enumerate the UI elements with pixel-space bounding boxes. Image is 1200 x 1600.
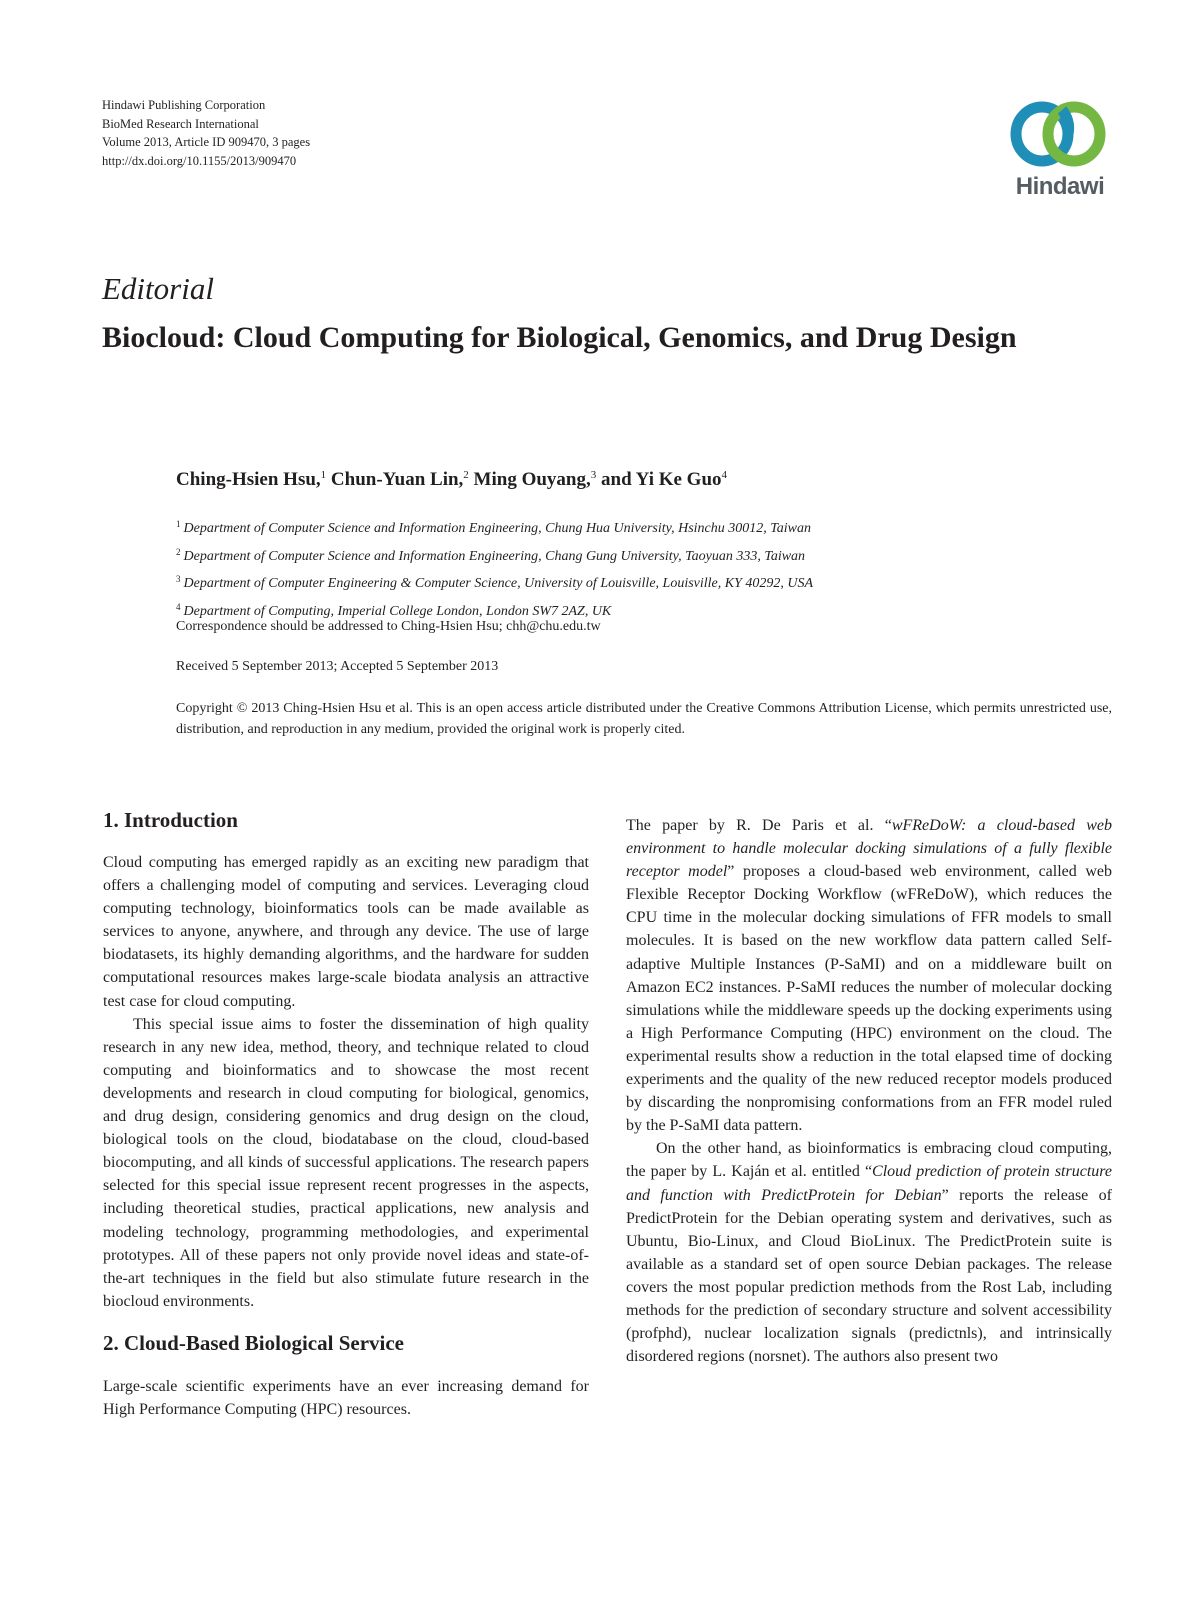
author-affiliation-number: 2 xyxy=(463,469,469,481)
affiliation-item xyxy=(176,568,813,596)
correspondence-note: Correspondence should be addressed to Ching-Hsien Hsu; chh@chu.edu.tw xyxy=(176,619,601,634)
section-heading-cloud-based-service: 2. Cloud-Based Biological Service xyxy=(103,1330,404,1355)
doi-link[interactable]: http://dx.doi.org/10.1155/2013/909470 xyxy=(102,153,297,168)
affiliation-item xyxy=(176,541,813,569)
author-affiliation-number: 3 xyxy=(590,469,597,481)
section-heading-introduction: 1. Introduction xyxy=(103,808,238,832)
publisher-line: Hindawi Publishing Corporation xyxy=(102,98,266,112)
affiliation-number: 4 xyxy=(176,601,181,612)
affiliation-number: 3 xyxy=(176,574,181,584)
section2-paragraph-1: Large-scale scientific experiments have an ever increasing demand for High Performance Computing (HPC) resources. xyxy=(103,1377,589,1418)
copyright-notice: Copyright © 2013 Ching-Hsien Hsu et al. This is an open access article distributed under the Creative Commons Attribution License, which permits unrestricted use, distribution, and reproduction in any medium, provided the original work is properly cited. xyxy=(176,701,1112,737)
paragraph-text: ” proposes a cloud-based web environment, called web Flexible Receptor Docking Workflow (wFReDoW), which reduces the CPU time in the molecular docking simulations of FFR models to small molecules. It is based on the new workflow data pattern called Self-adaptive Multiple Instances (P-SaMI) and on a middleware built on Amazon EC2 instances. P-SaMI reduces the number of molecular docking simulations while the middleware speeds up the docking experiments using a High Performance Computing (HPC) environment on the cloud. The experimental results show a reduction in the total elapsed time of docking experiments and the quality of the new reduced receptor models produced by discarding the nonpromising conformations from an FFR model ruled by the P-SaMI data pattern. xyxy=(626,863,1112,1135)
hindawi-logo-text: Hindawi xyxy=(1015,173,1105,200)
affiliation-text: Department of Computer Science and Information Engineering, Chang Gung University, Taoyuan 333, Taiwan xyxy=(183,548,806,564)
author-name: Ching-Hsien Hsu, xyxy=(176,469,321,490)
volume-line: Volume 2013, Article ID 909470, 3 pages xyxy=(102,135,311,149)
author-list xyxy=(176,469,727,491)
affiliation-list xyxy=(176,513,813,623)
cited-paper-title: wFReDoW: a cloud-based web environment to handle molecular docking simulations of a fully flexible receptor model xyxy=(626,817,1113,881)
article-title: Biocloud: Cloud Computing for Biological, Genomics, and Drug Design xyxy=(102,321,1017,354)
received-dates: Received 5 September 2013; Accepted 5 September 2013 xyxy=(176,659,499,674)
paragraph-text: The paper by R. De Paris et al. “ xyxy=(626,817,892,834)
journal-line: BioMed Research International xyxy=(102,116,259,131)
affiliation-text: Department of Computer Science and Information Engineering, Chung Hua University, Hsinchu 30012, Taiwan xyxy=(183,521,811,536)
paragraph-text: On the other hand, as bioinformatics is embracing cloud computing, the paper by L. Kaján et al. entitled “ xyxy=(626,1140,1112,1181)
author-name: Ming Ouyang, xyxy=(468,469,591,490)
affiliation-item xyxy=(176,513,813,541)
paragraph-text: ” reports the release of PredictProtein for the Debian operating system and derivatives, such as Ubuntu, Bio-Linux, and Cloud BioLinux. The PredictProtein suite is available as a standard set of open source Debian packages. The release covers the most popular prediction methods from the Rost Lab, including methods for the prediction of secondary structure and solvent accessibility (profphd), nuclear localization signals (predictnls), and intrinsically disordered regions (norsnet). The authors also present two xyxy=(626,1186,1112,1366)
wfredow-paragraph xyxy=(626,814,1112,1137)
cited-paper-title: Cloud prediction of protein structure and function with PredictProtein for Debian xyxy=(626,1163,1112,1204)
hindawi-rings-icon xyxy=(1004,100,1116,172)
affiliation-text: Department of Computing, Imperial College London, London SW7 2AZ, UK xyxy=(183,603,612,619)
right-column xyxy=(626,814,1112,1368)
left-column xyxy=(103,808,589,1421)
author-name: Chun-Yuan Lin, xyxy=(326,469,464,490)
affiliation-text: Department of Computer Engineering & Computer Science, University of Louisville, Louisville, KY 40292, USA xyxy=(183,576,814,591)
intro-paragraph-2: This special issue aims to foster the dissemination of high quality research in any new idea, method, theory, and technique related to cloud computing and bioinformatics and to showcase the most recent developments and research in cloud computing for biological, genomics, and drug design, considering genomics and drug design on the cloud, biological tools on the cloud, biodatabase on the cloud, cloud-based biocomputing, and all kinds of successful applications. The research papers selected for this special issue represent recent progresses in the aspects, including theoretical studies, practical applications, new analysis and modeling technology, programming methodologies, and experimental prototypes. All of these papers not only provide novel ideas and state-of-the-art techniques in the field but also stimulate future research in the biocloud environments. xyxy=(103,1015,589,1310)
predictprotein-paragraph xyxy=(626,1137,1112,1368)
author-name: and Yi Ke Guo xyxy=(596,469,722,490)
article-type: Editorial xyxy=(102,271,214,306)
author-affiliation-number: 1 xyxy=(320,469,327,481)
affiliation-number: 2 xyxy=(176,546,181,557)
affiliation-number: 1 xyxy=(176,519,181,529)
journal-header xyxy=(102,96,310,170)
hindawi-logo xyxy=(1004,100,1116,204)
intro-paragraph-1: Cloud computing has emerged rapidly as an exciting new paradigm that offers a challenging model of computing and services. Leveraging cloud computing technology, bioinformatics tools can be made available as services to anyone, anywhere, and through any device. The use of large biodatasets, its highly demanding algorithms, and the hardware for sudden computational resources makes large-scale biodata analysis an attractive test case for cloud computing. xyxy=(103,854,589,1010)
author-affiliation-number: 4 xyxy=(721,469,728,481)
